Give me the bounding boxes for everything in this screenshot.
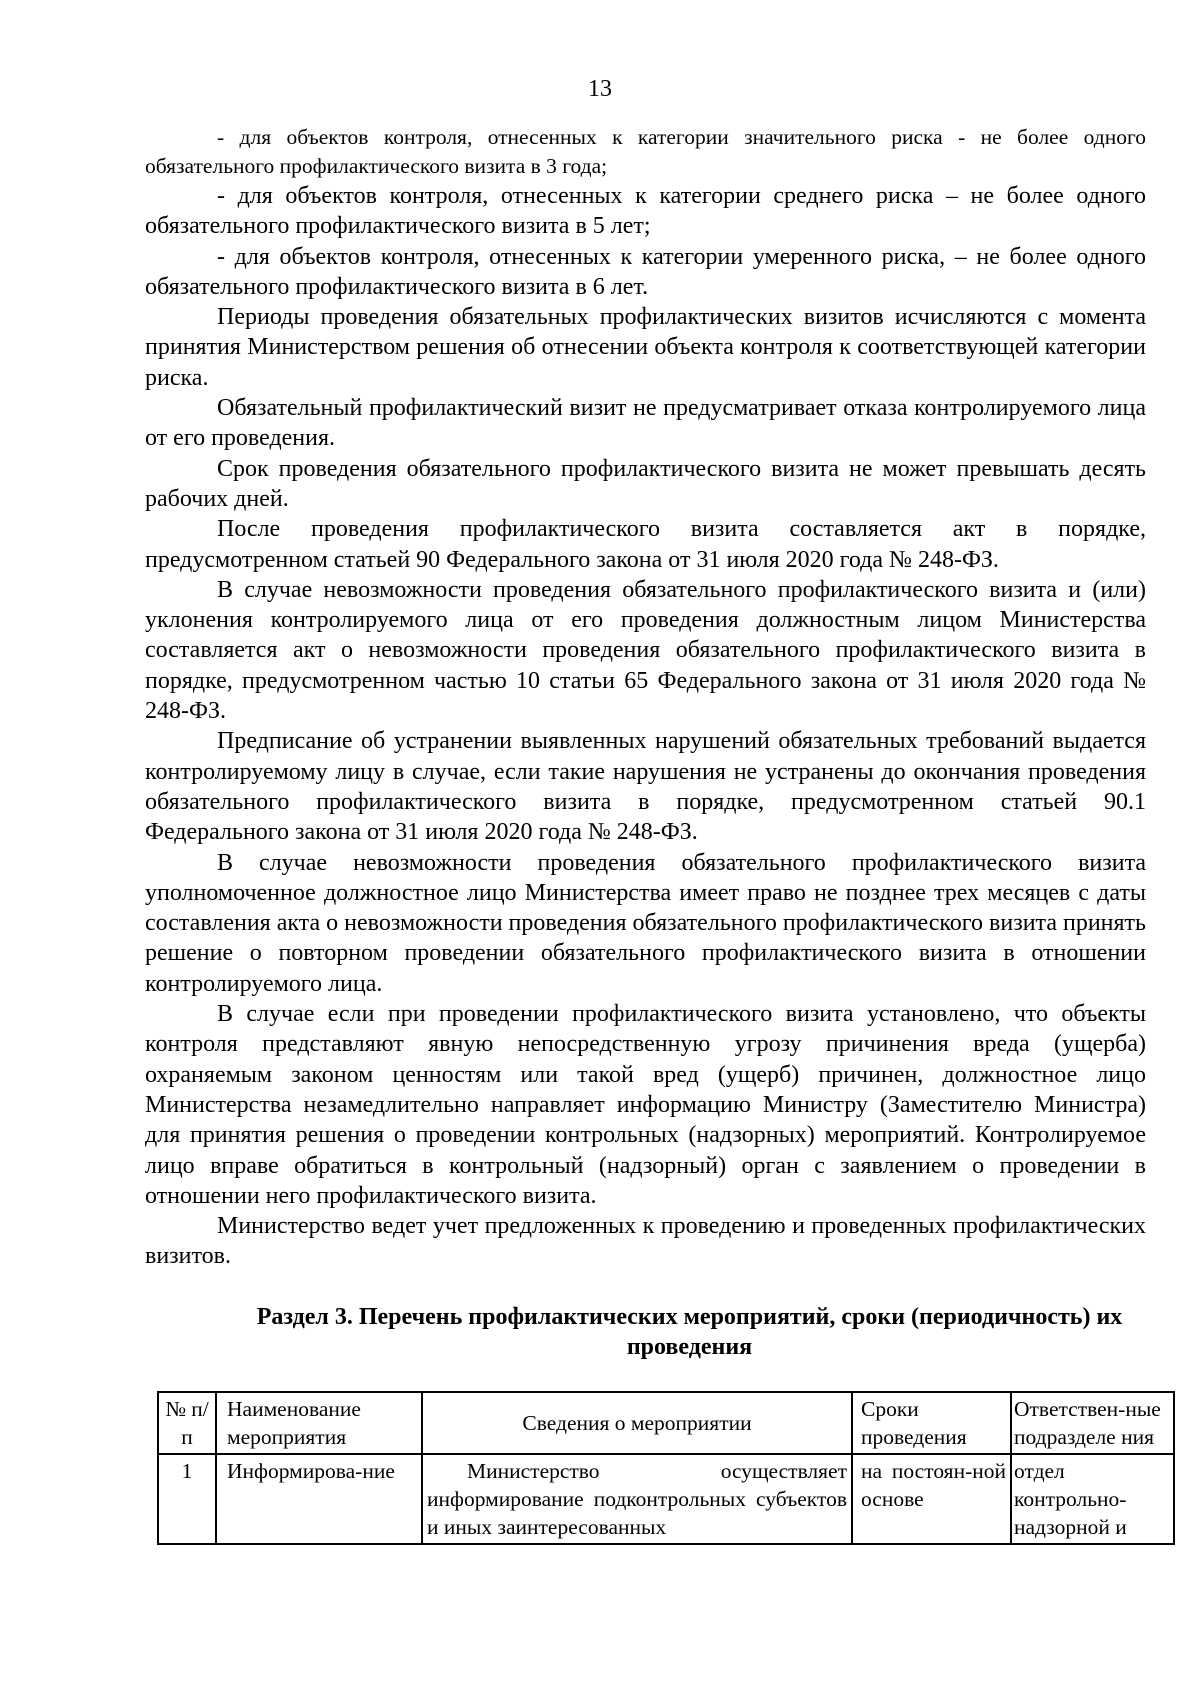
paragraph: - для объектов контроля, отнесенных к категории среднего риска – не более одного обязательного профилактического визита в 5 лет; (145, 183, 1146, 240)
column-header-name: Наименование мероприятия (216, 1392, 422, 1454)
paragraph: Предписание об устранении выявленных нарушений обязательных требований выдается контролируемому лицу в случае, если такие нарушения не устранены до окончания проведения обязательного профилактического визита в порядке, предусмотренном статьей 90.1 Федерального закона от 31 июля 2020 года № 248-ФЗ. (145, 728, 1146, 846)
table-header-row (158, 1392, 1174, 1454)
paragraph: В случае невозможности проведения обязательного профилактического визита уполномоченное должностное лицо Министерства имеет право не позднее трех месяцев с даты составления акта о невозможности проведения обязательного профилактического визита принять решение о повторном проведении обязательного профилактического визита в отношении контролируемого лица. (145, 849, 1146, 997)
table-row (158, 1454, 1174, 1544)
measures-table-container (157, 1391, 1175, 1545)
table-cell-name: Информирова-ние (216, 1454, 422, 1544)
paragraph: - для объектов контроля, отнесенных к категории умеренного риска, – не более одного обязательного профилактического визита в 6 лет. (145, 243, 1146, 300)
paragraph: В случае если при проведении профилактического визита установлено, что объекты контроля представляют явную непосредственную угрозу причинения вреда (ущерба) охраняемым законом ценностям или такой вред (ущерб) причинен, должностное лицо Министерства незамедлительно направляет информацию Министру (Заместителю Министра) для принятия решения о проведении контрольных (надзорных) мероприятий. Контролируемое лицо вправе обратиться в контрольный (надзорный) орган с заявлением о проведении в отношении него профилактического визита. (145, 1001, 1146, 1209)
page-number: 13 (588, 76, 612, 102)
paragraph: Срок проведения обязательного профилактического визита не может превышать десять рабочих дней. (145, 455, 1146, 512)
paragraph: В случае невозможности проведения обязательного профилактического визита и (или) уклонения контролируемого лица от его проведения должностным лицом Министерства составляется акт о невозможности проведения обязательного профилактического визита в порядке, предусмотренном частью 10 статьи 65 Федерального закона от 31 июля 2020 года № 248-ФЗ. (145, 576, 1146, 725)
paragraph: Обязательный профилактический визит не предусматривает отказа контролируемого лица от его проведения. (145, 395, 1146, 452)
column-header-timing: Сроки проведения (852, 1392, 1011, 1454)
table-cell-timing: на постоян-ной основе (852, 1454, 1011, 1544)
column-header-responsible: Ответствен-ные подразделе ния (1011, 1392, 1174, 1454)
paragraph: Периоды проведения обязательных профилактических визитов исчисляются с момента принятия Министерством решения об отнесении объекта контроля к соответствующей категории риска. (145, 304, 1146, 391)
document-body (145, 123, 1146, 1362)
paragraph: - для объектов контроля, отнесенных к категории значительного риска - не более одного обязательного профилактического визита в 3 года; (145, 125, 1146, 178)
table-cell-responsible: отдел контрольно-надзорной и (1011, 1454, 1174, 1544)
column-header-details: Сведения о мероприятии (422, 1392, 852, 1454)
table-cell-number: 1 (158, 1454, 216, 1544)
section-title: Раздел 3. Перечень профилактических мероприятий, сроки (периодичность) их проведения (256, 1303, 1123, 1360)
column-header-number: № п/п (158, 1392, 216, 1454)
table-cell-details: Министерство осуществляет информирование подконтрольных субъектов и иных заинтересованных (422, 1454, 852, 1544)
paragraph: Министерство ведет учет предложенных к проведению и проведенных профилактических визитов. (145, 1213, 1146, 1270)
paragraph: После проведения профилактического визита составляется акт в порядке, предусмотренном статьей 90 Федерального закона от 31 июля 2020 года № 248-ФЗ. (145, 516, 1146, 573)
measures-table (157, 1391, 1175, 1545)
